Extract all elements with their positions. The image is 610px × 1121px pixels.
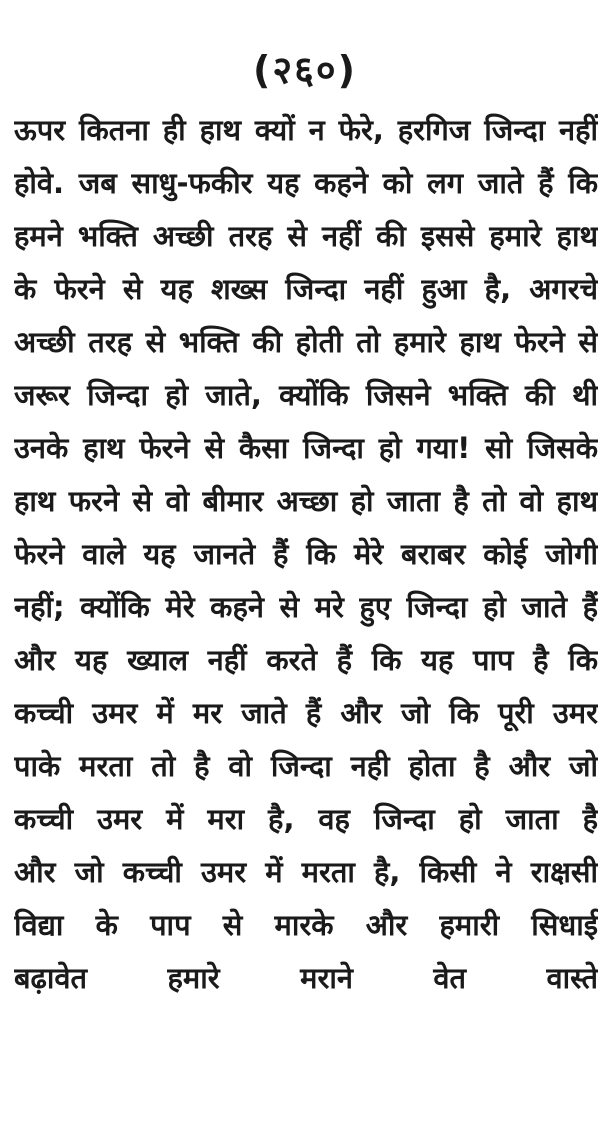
text-line: हमने भक्ति अच्छी तरह से नहीं की इससे हमारे हाथ (14, 219, 598, 253)
text-line: पाके मरता तो है वो जिन्दा नही होता है और जो (14, 749, 598, 783)
page-body-text (14, 104, 598, 1005)
text-line: फेरने वाले यह जानते हैं कि मेरे बराबर कोई जोगी (14, 537, 598, 571)
text-line: के फेरने से यह शख्स जिन्दा नहीं हुआ है, अगरचे (14, 272, 598, 306)
text-line: होवे. जब साधु-फकीर यह कहने को लग जाते हैं कि (14, 166, 598, 200)
text-line: अच्छी तरह से भक्ति की होती तो हमारे हाथ फेरने से (14, 325, 598, 359)
text-line: विद्या के पाप से मारके और हमारी सिधाई (14, 908, 598, 942)
text-line: हाथ फरने से वो बीमार अच्छा हो जाता है तो वो हाथ (14, 484, 598, 518)
text-line: उनके हाथ फेरने से कैसा जिन्दा हो गया! सो जिसके (14, 431, 598, 465)
page-number: (२६०) (252, 48, 357, 92)
text-line: कच्ची उमर में मरा है, वह जिन्दा हो जाता है (14, 802, 598, 836)
text-line: कच्ची उमर में मर जाते हैं और जो कि पूरी उमर (14, 696, 598, 730)
text-line: जरूर जिन्दा हो जाते, क्योंकि जिसने भक्ति की थी (14, 378, 598, 412)
text-line: नहीं; क्योंकि मेरे कहने से मरे हुए जिन्दा हो जाते हैं (14, 590, 598, 624)
text-line: बढ़ावेत हमारे मराने वेत वास्ते (14, 961, 598, 995)
text-line: और जो कच्ची उमर में मरता है, किसी ने राक्षसी (14, 855, 598, 889)
text-line: और यह ख्याल नहीं करते हैं कि यह पाप है कि (14, 643, 598, 677)
text-line: ऊपर कितना ही हाथ क्यों न फेरे, हरगिज जिन्दा नहीं (14, 113, 598, 147)
